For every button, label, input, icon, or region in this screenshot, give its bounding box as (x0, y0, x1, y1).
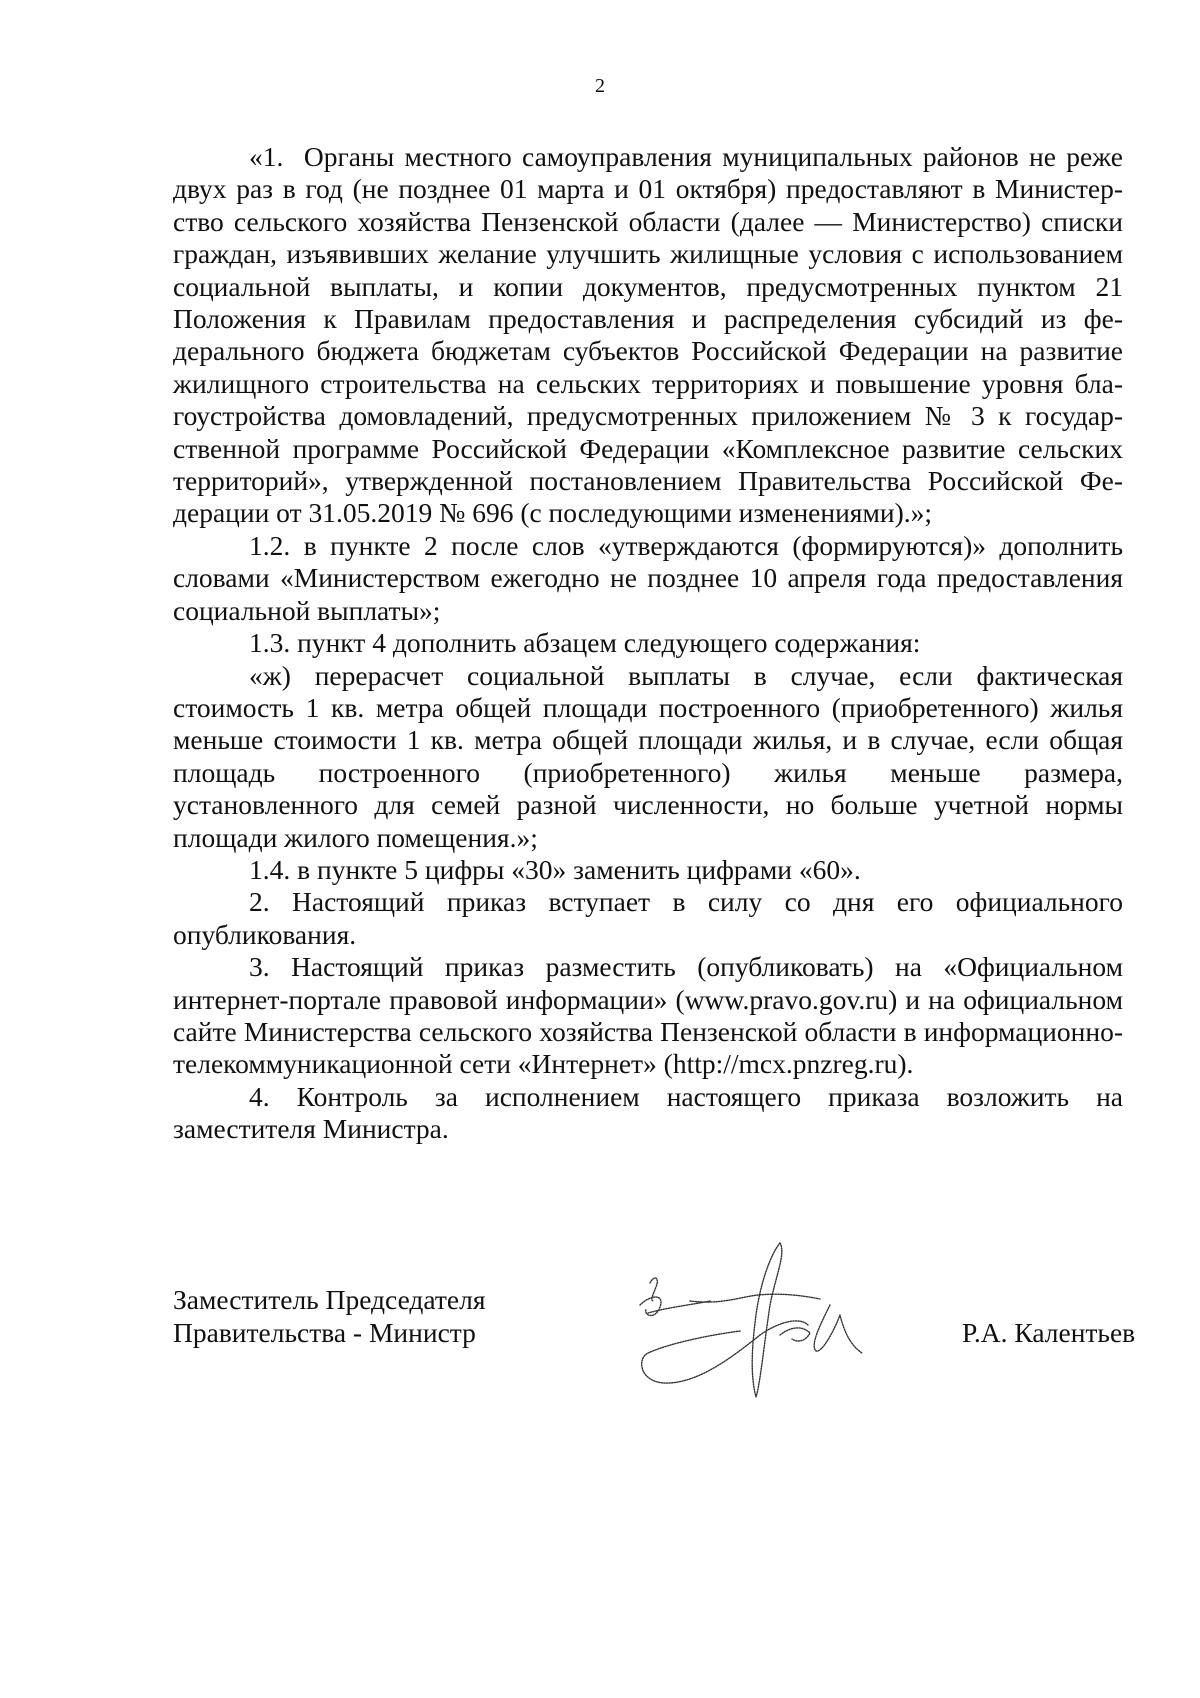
paragraph-1: «1. Органы местного самоуправления муниципальных районов не реже двух раз в год (не позднее 01 марта и 01 октября) предоставляют в Министерство сельского хозяйства Пензенской области (далее — Министерство) списки граждан, изъявивших желание улучшить жилищные условия с использованием социальной выплаты, и копии документов, предусмотренных пунктом 21 Положения к Правилам предоставления и распределения субсидий из федерального бюджета бюджетам субъектов Российской Федерации на развитие жилищного строительства на сельских территориях и повышение уровня благоустройства домовладений, предусмотренных приложением № 3 к государственной программе Российской Федерации «Комплексное развитие сельских территорий», утвержденной постановлением Правительства Российской Федерации от 31.05.2019 № 696 (с последующими изменениями).»; (173, 141, 1123, 529)
paragraph-4: 4. Контроль за исполнением настоящего приказа возложить на заместителя Министра. (173, 1080, 1123, 1145)
signer-name: Р.А. Калентьев (962, 1317, 1136, 1348)
signatory-position (173, 1283, 486, 1349)
page-number: 2 (595, 75, 605, 97)
paragraph-1-3: 1.3. пункт 4 дополнить абзацем следующего содержания: (249, 627, 921, 659)
position-line-2: Правительства - Министр (173, 1317, 476, 1348)
handwritten-signature-icon (630, 1235, 880, 1405)
paragraph-item-zh: «ж) перерасчет социальной выплаты в случае, если фактическая стоимость 1 кв. метра общей площади построенного (приобретенного) жилья меньше стоимости 1 кв. метра общей площади жилья, и в случае, если общая площадь построенного (приобретенного) жилья меньше размера, установленного для семей разной численности, но больше учетной нормы площади жилого помещения.»; (173, 659, 1123, 853)
paragraph-2: 2. Настоящий приказ вступает в силу со дня его официального опубликования. (173, 886, 1123, 950)
position-line-1: Заместитель Председателя (173, 1284, 486, 1315)
paragraph-3: 3. Настоящий приказ разместить (опубликовать) на «Официальном интернет-портале правовой информации» (www.pravo.gov.ru) и на официальном сайте Министерства сельского хозяйства Пензенской области в информационно-телекоммуникационной сети «Интернет» (http://mcx.pnzreg.ru). (173, 951, 1123, 1080)
paragraph-1-4: 1.4. в пункте 5 цифры «30» заменить цифрами «60». (249, 853, 861, 885)
document-body (173, 141, 1123, 1146)
paragraph-1-2: 1.2. в пункте 2 после слов «утверждаются (формируются)» дополнить словами «Министерством ежегодно не позднее 10 апреля года предоставления социальной выплаты»; (173, 529, 1123, 626)
